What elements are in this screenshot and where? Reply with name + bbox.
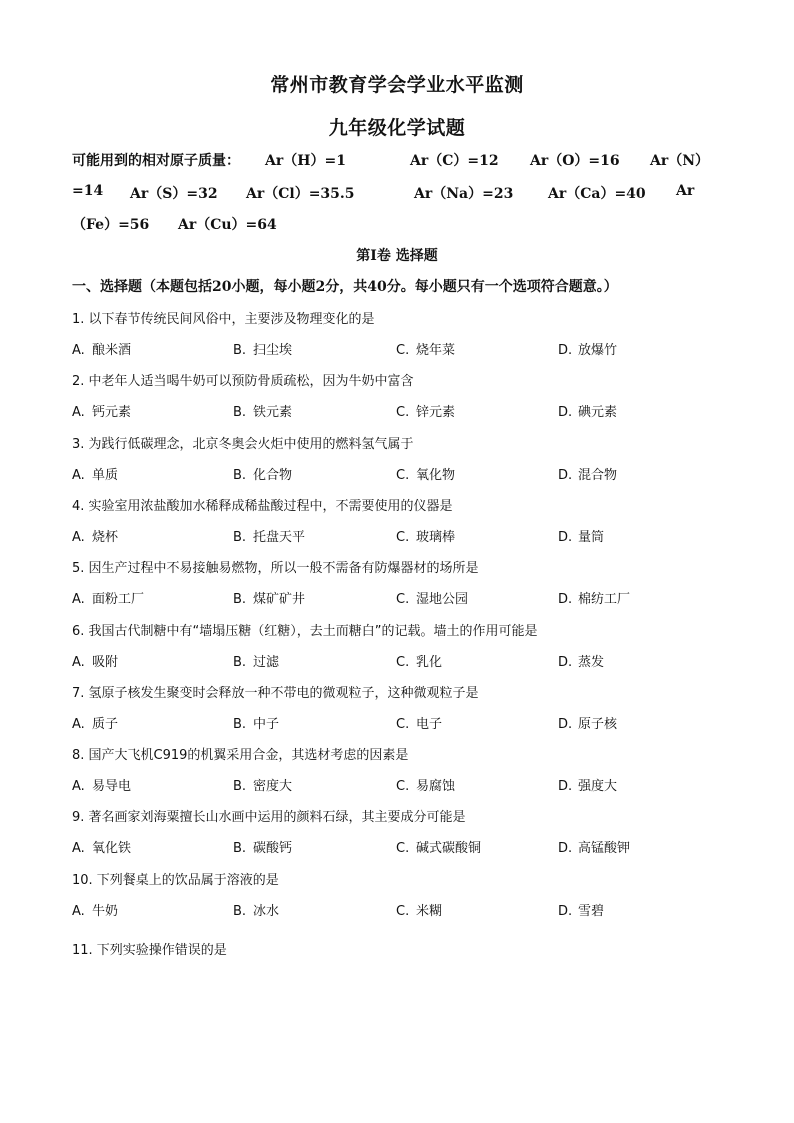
answer-option <box>233 713 279 732</box>
option-text: 电子 <box>416 716 443 732</box>
option-text: 乳化 <box>416 654 443 670</box>
question-stem: 5. 因生产过程中不易接触易燃物，所以一般不需备有防爆器材的场所是 <box>72 561 479 577</box>
answer-option <box>233 464 292 483</box>
option-letter: A. <box>72 343 85 358</box>
answer-option <box>72 837 131 856</box>
option-letter: A. <box>72 654 85 670</box>
question-stem: 4. 实验室用浓盐酸加水稀释成稀盐酸过程中，不需要使用的仪器是 <box>72 498 453 514</box>
question-stem: 3. 为践行低碳理念，北京冬奥会火炬中使用的燃料氢气属于 <box>72 436 414 452</box>
option-letter: D. <box>558 343 573 358</box>
answer-option <box>558 526 604 545</box>
option-text: 氧化铁 <box>92 841 132 857</box>
option-letter: D. <box>558 529 573 545</box>
answer-option <box>233 900 279 919</box>
option-letter: C. <box>396 529 410 545</box>
answer-option <box>558 651 604 670</box>
answer-option <box>558 588 630 607</box>
answer-option <box>396 588 468 607</box>
option-text: 铁元素 <box>253 405 293 421</box>
option-letter: C. <box>396 779 410 795</box>
option-text: 混合物 <box>578 467 618 483</box>
section-title: 第Ⅰ卷 选择题 <box>356 248 438 264</box>
answer-option <box>396 900 442 919</box>
question-stem: 9. 著名画家刘海粟擅长山水画中运用的颜料石绿，其主要成分可能是 <box>72 810 466 826</box>
option-text: 烧年菜 <box>416 343 456 358</box>
answer-option <box>558 713 617 732</box>
exam-title: 常州市教育学会学业水平监测 <box>270 74 524 96</box>
option-letter: D. <box>558 779 573 795</box>
option-letter: C. <box>396 467 410 483</box>
option-letter: B. <box>233 654 247 670</box>
option-text: 托盘天平 <box>253 529 306 545</box>
option-text: 碘元素 <box>578 405 618 421</box>
question-stem: 6. 我国古代制糖中有“墙塌压糖（红糖），去土而糖白”的记载。墙土的作用可能是 <box>72 623 538 639</box>
option-letter: D. <box>558 405 573 421</box>
question-stem: 2. 中老年人适当喝牛奶可以预防骨质疏松，因为牛奶中富含 <box>72 374 414 390</box>
option-letter: B. <box>233 405 247 421</box>
atomic-mass-item: Ar（Cu）=64 <box>178 217 277 233</box>
atomic-mass-item: Ar（C）=12 <box>410 153 499 169</box>
atomic-mass-item: Ar（O）=16 <box>530 153 620 169</box>
answer-option <box>233 401 292 420</box>
question-stem: 7. 氢原子核发生聚变时会释放一种不带电的微观粒子，这种微观粒子是 <box>72 685 479 701</box>
option-text: 米糊 <box>416 903 443 919</box>
option-letter: A. <box>72 405 85 421</box>
option-text: 牛奶 <box>92 903 119 919</box>
answer-option <box>558 837 630 856</box>
atomic-mass-item: =14 <box>72 183 104 199</box>
option-text: 吸附 <box>92 654 119 670</box>
option-text: 易腐蚀 <box>416 779 456 795</box>
question-stem: 8. 国产大飞机C919的机翼采用合金，其选材考虑的因素是 <box>72 748 409 764</box>
option-letter: B. <box>233 467 247 483</box>
answer-option <box>233 339 292 358</box>
atomic-mass-item: Ar（Cl）=35.5 <box>246 186 355 202</box>
option-letter: C. <box>396 716 410 732</box>
answer-option <box>72 401 131 420</box>
answer-option <box>233 837 292 856</box>
option-letter: C. <box>396 592 410 608</box>
option-letter: A. <box>72 716 85 732</box>
answer-option <box>233 651 279 670</box>
exam-subtitle: 九年级化学试题 <box>328 117 466 139</box>
answer-option <box>396 526 455 545</box>
option-letter: A. <box>72 841 85 857</box>
option-text: 化合物 <box>253 467 293 483</box>
option-letter: B. <box>233 779 247 795</box>
answer-option <box>72 588 144 607</box>
answer-option <box>396 775 455 794</box>
option-text: 烧杯 <box>92 529 119 545</box>
option-letter: C. <box>396 841 410 857</box>
question-stem: 11. 下列实验操作错误的是 <box>72 943 227 958</box>
option-letter: D. <box>558 654 573 670</box>
option-text: 雪碧 <box>578 903 605 919</box>
answer-option <box>396 464 455 483</box>
answer-option <box>233 775 292 794</box>
answer-option <box>72 526 118 545</box>
option-letter: D. <box>558 467 573 483</box>
option-letter: D. <box>558 903 573 919</box>
option-letter: A. <box>72 779 85 795</box>
part-heading: 一、选择题（本题包括20小题，每小题2分，共40分。每小题只有一个选项符合题意。） <box>72 279 618 295</box>
answer-option <box>396 713 442 732</box>
option-text: 玻璃棒 <box>416 529 456 545</box>
question-stem: 10. 下列餐桌上的饮品属于溶液的是 <box>72 872 279 888</box>
answer-option <box>558 464 617 483</box>
option-text: 密度大 <box>253 779 293 795</box>
option-text: 冰水 <box>253 903 280 919</box>
option-text: 煤矿矿井 <box>253 592 306 608</box>
option-text: 碳酸钙 <box>253 841 293 857</box>
atomic-mass-item: Ar（N） <box>650 153 710 169</box>
option-text: 棉纺工厂 <box>578 592 631 608</box>
question-stem: 1. 以下春节传统民间风俗中，主要涉及物理变化的是 <box>72 312 375 327</box>
option-letter: C. <box>396 405 410 421</box>
option-text: 酿米酒 <box>92 343 132 358</box>
option-text: 碱式碳酸铜 <box>416 841 482 857</box>
answer-option <box>72 651 118 670</box>
option-letter: A. <box>72 903 85 919</box>
answer-option <box>396 651 442 670</box>
option-text: 锌元素 <box>416 405 456 421</box>
answer-option <box>233 588 305 607</box>
option-text: 中子 <box>253 716 280 732</box>
option-letter: D. <box>558 716 573 732</box>
answer-option <box>558 775 617 794</box>
answer-option <box>558 900 604 919</box>
option-letter: B. <box>233 343 247 358</box>
option-letter: A. <box>72 467 85 483</box>
option-letter: D. <box>558 592 573 608</box>
option-letter: B. <box>233 716 247 732</box>
atomic-mass-label: 可能用到的相对原子质量： <box>72 153 240 169</box>
option-letter: C. <box>396 654 410 670</box>
option-text: 易导电 <box>92 779 132 795</box>
atomic-mass-item: Ar（H）=1 <box>265 153 346 169</box>
option-text: 面粉工厂 <box>92 592 145 608</box>
answer-option <box>396 837 481 856</box>
option-letter: A. <box>72 592 85 608</box>
answer-option <box>72 339 131 358</box>
answer-option <box>396 401 455 420</box>
option-text: 湿地公园 <box>416 592 469 608</box>
atomic-mass-item: Ar（Ca）=40 <box>548 186 646 202</box>
option-text: 蒸发 <box>578 654 605 670</box>
answer-option <box>558 401 617 420</box>
option-text: 质子 <box>92 716 119 732</box>
answer-option <box>558 339 617 358</box>
option-text: 钙元素 <box>92 405 132 421</box>
atomic-mass-item: （Fe）=56 <box>72 217 150 233</box>
option-text: 高锰酸钾 <box>578 841 631 857</box>
option-letter: D. <box>558 841 573 857</box>
option-letter: C. <box>396 343 410 358</box>
option-text: 扫尘埃 <box>253 343 293 358</box>
option-letter: C. <box>396 903 410 919</box>
option-letter: A. <box>72 529 85 545</box>
answer-option <box>72 464 118 483</box>
option-text: 放爆竹 <box>578 343 618 358</box>
atomic-mass-item: Ar（S）=32 <box>130 186 218 202</box>
option-letter: B. <box>233 903 247 919</box>
option-text: 氧化物 <box>416 467 456 483</box>
option-letter: B. <box>233 529 247 545</box>
answer-option <box>396 339 455 358</box>
option-letter: B. <box>233 592 247 608</box>
answer-option <box>233 526 305 545</box>
atomic-mass-item: Ar <box>676 183 695 199</box>
option-text: 单质 <box>92 467 119 483</box>
option-text: 强度大 <box>578 779 618 795</box>
answer-option <box>72 775 131 794</box>
answer-option <box>72 900 118 919</box>
option-text: 过滤 <box>253 654 280 670</box>
option-text: 量筒 <box>578 529 605 545</box>
option-letter: B. <box>233 841 247 857</box>
answer-option <box>72 713 118 732</box>
atomic-mass-item: Ar（Na）=23 <box>414 186 514 202</box>
option-text: 原子核 <box>578 716 618 732</box>
